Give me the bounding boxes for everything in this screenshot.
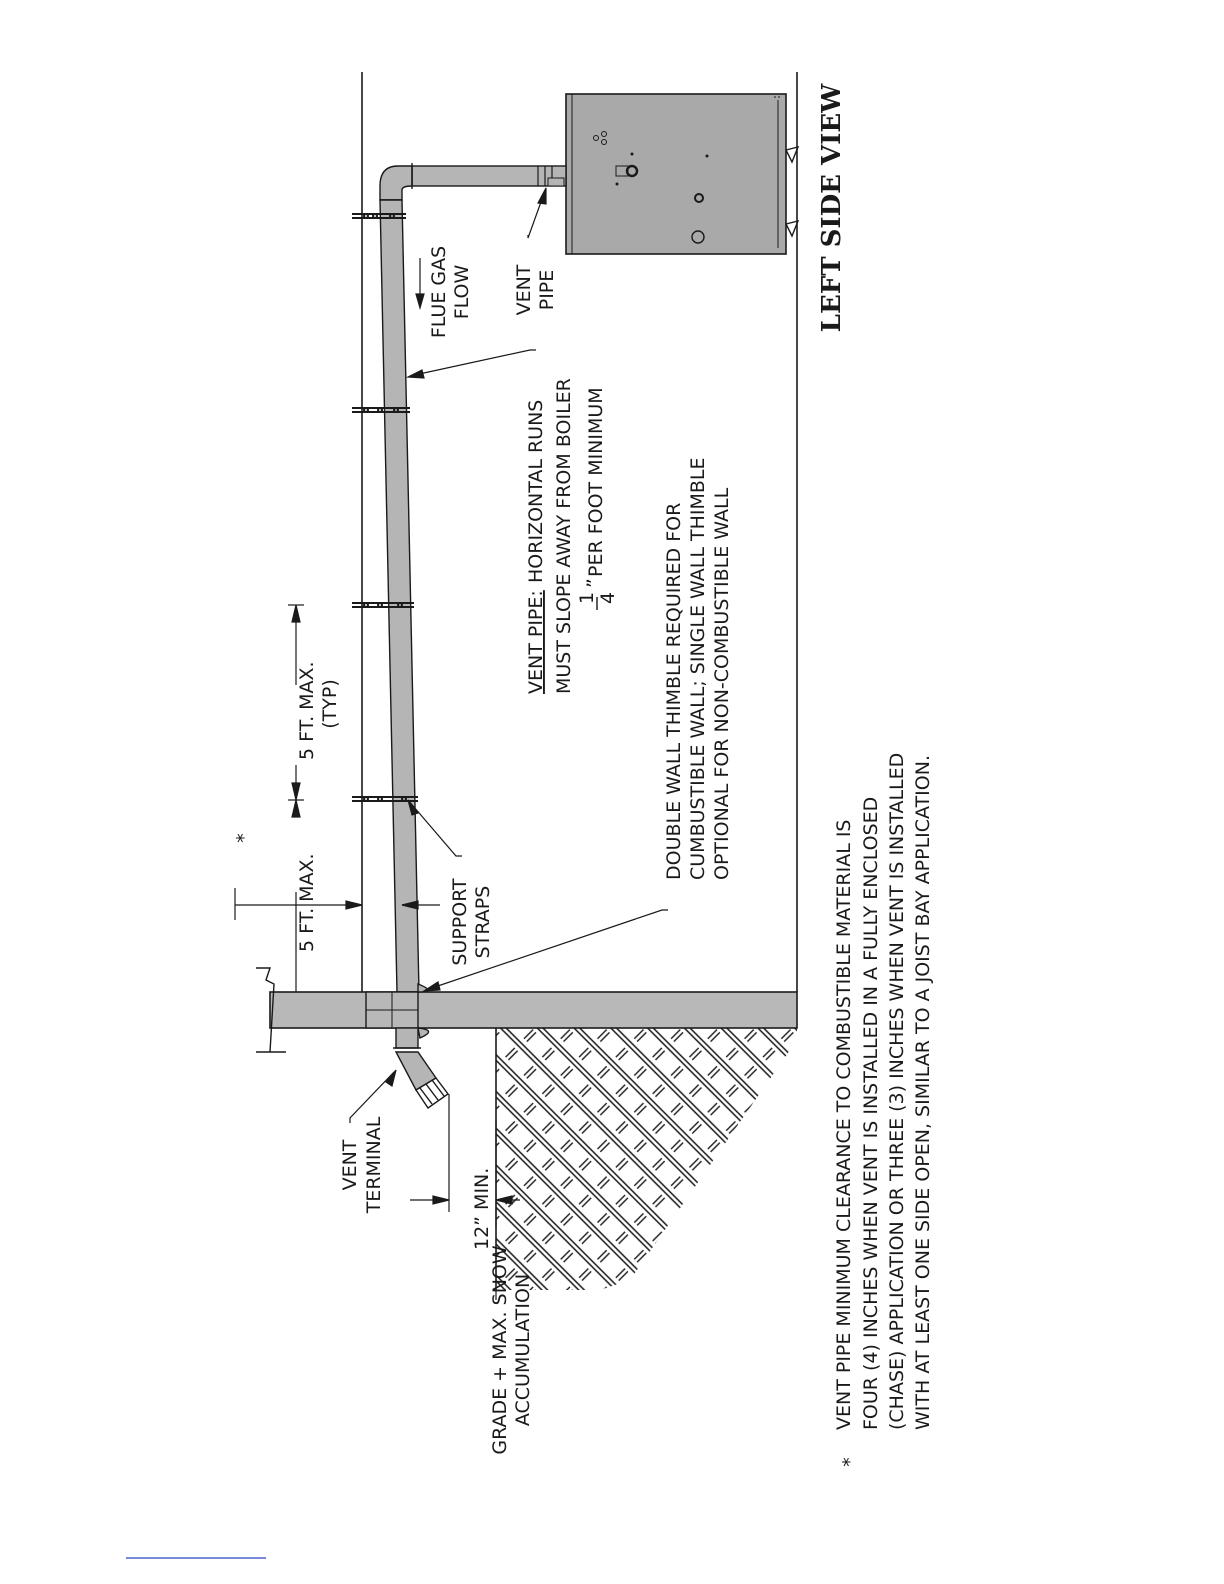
flue-gas-label: FLOW — [451, 264, 473, 320]
view-title: LEFT SIDE VIEW — [817, 83, 847, 333]
vent-terminal-label: VENT — [339, 1139, 361, 1191]
horizontal-runs-label: HORIZONTAL RUNS — [525, 399, 547, 583]
vent-terminal-label: TERMINAL — [363, 1116, 385, 1214]
footnote-asterisk: * — [839, 1457, 861, 1467]
vent-pipe-label: PIPE — [536, 269, 558, 311]
support-straps-label: SUPPORT — [449, 878, 471, 966]
thimble-label: CUMBUSTIBLE WALL; SINGLE WALL THIMBLE — [687, 457, 709, 880]
min-clearance-label: 12” MIN. — [471, 1167, 493, 1250]
grade-label: GRADE + MAX. SNOW — [489, 1245, 511, 1455]
dimension-label: 5 FT. MAX. — [296, 853, 318, 952]
footnote-line: (CHASE) APPLICATION OR THREE (3) INCHES WHEN VENT IS INSTALLED — [886, 752, 908, 1430]
thimble-label: DOUBLE WALL THIMBLE REQUIRED FOR — [663, 502, 685, 880]
asterisk-marker: * — [233, 833, 255, 843]
footnote-line: WITH AT LEAST ONE SIDE OPEN, SIMILAR TO A JOIST BAY APPLICATION. — [912, 755, 934, 1430]
footnote-line: FOUR (4) INCHES WHEN VENT IS INSTALLED IN A FULLY ENCLOSED — [860, 796, 882, 1430]
fraction-num: 1 — [576, 591, 598, 604]
fraction-den: 4 — [597, 591, 619, 604]
support-straps-label: STRAPS — [472, 885, 494, 959]
typ-label: (TYP) — [319, 679, 341, 729]
inch-mark: ” — [583, 578, 605, 588]
thimble-label: OPTIONAL FOR NON-COMBUSTIBLE WALL — [711, 487, 733, 880]
boiler — [566, 94, 798, 254]
grade — [496, 1028, 797, 1290]
vent-pipe-label: VENT — [513, 264, 535, 316]
vent-pipe-underlined: VENT PIPE: — [525, 590, 547, 694]
flue-gas-label: FLUE GAS — [428, 245, 450, 339]
vent-terminal-shape — [393, 1028, 448, 1108]
grade-label: ACCUMULATION — [512, 1273, 534, 1427]
footnote-line: VENT PIPE MINIMUM CLEARANCE TO COMBUSTIBLE MATERIAL IS — [833, 819, 855, 1430]
slope-label: MUST SLOPE AWAY FROM BOILER — [553, 378, 575, 694]
per-foot-label: PER FOOT MINIMUM — [585, 387, 607, 577]
dimension-label: 5 FT. MAX. — [296, 661, 318, 760]
